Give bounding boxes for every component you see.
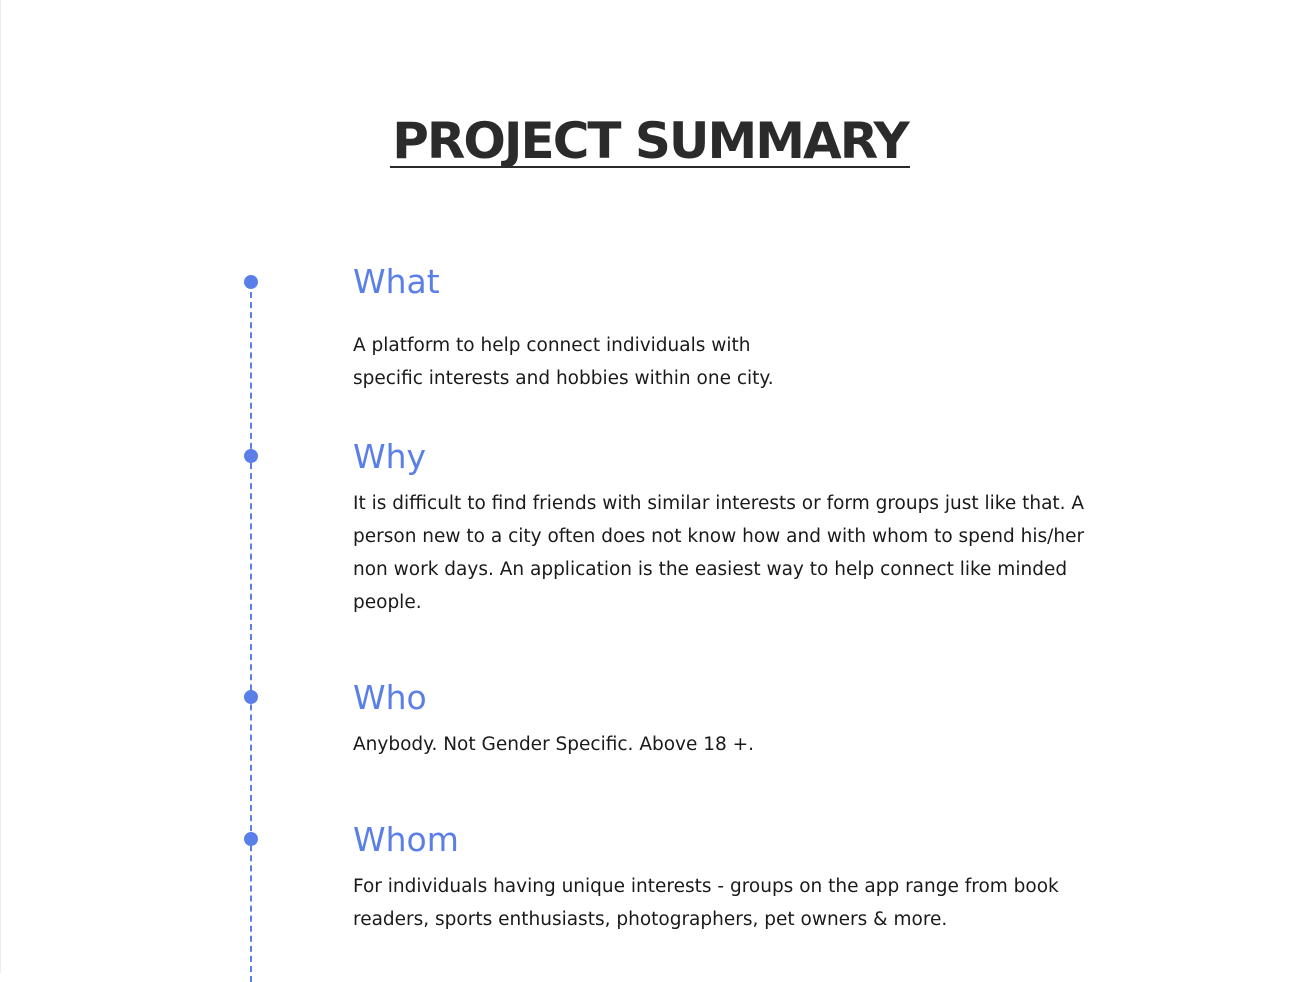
page-title [0,108,1300,174]
body-line: people. [353,592,422,613]
body-line: non work days. An application is the easiest way to help connect like minded [353,559,1068,580]
timeline-dot-whom [244,832,258,846]
section-heading-why: Why [353,437,427,476]
timeline-dot-why [244,449,258,463]
timeline-dot-who [244,690,258,704]
section-body-whom [353,870,1059,936]
section-body-what [353,329,774,395]
body-line: It is difficult to find friends with similar interests or form groups just like that. A [353,493,1085,514]
section-body-who [353,728,754,761]
body-line: specific interests and hobbies within one city. [353,368,774,389]
body-line: Anybody. Not Gender Specific. Above 18 +. [353,734,755,755]
body-line: readers, sports enthusiasts, photographers, pet owners & more. [353,909,948,930]
section-heading-what: What [353,262,440,301]
section-heading-who: Who [353,678,427,717]
body-line: person new to a city often does not know how and with whom to spend his/her [353,526,1085,547]
body-line: A platform to help connect individuals with [353,335,751,356]
section-heading-whom: Whom [353,820,459,859]
page-title-text: PROJECT SUMMARY [392,112,908,170]
timeline-dot-what [244,275,258,289]
section-body-why [353,487,1084,619]
body-line: For individuals having unique interests - groups on the app range from book [353,876,1059,897]
timeline-line [250,282,252,982]
